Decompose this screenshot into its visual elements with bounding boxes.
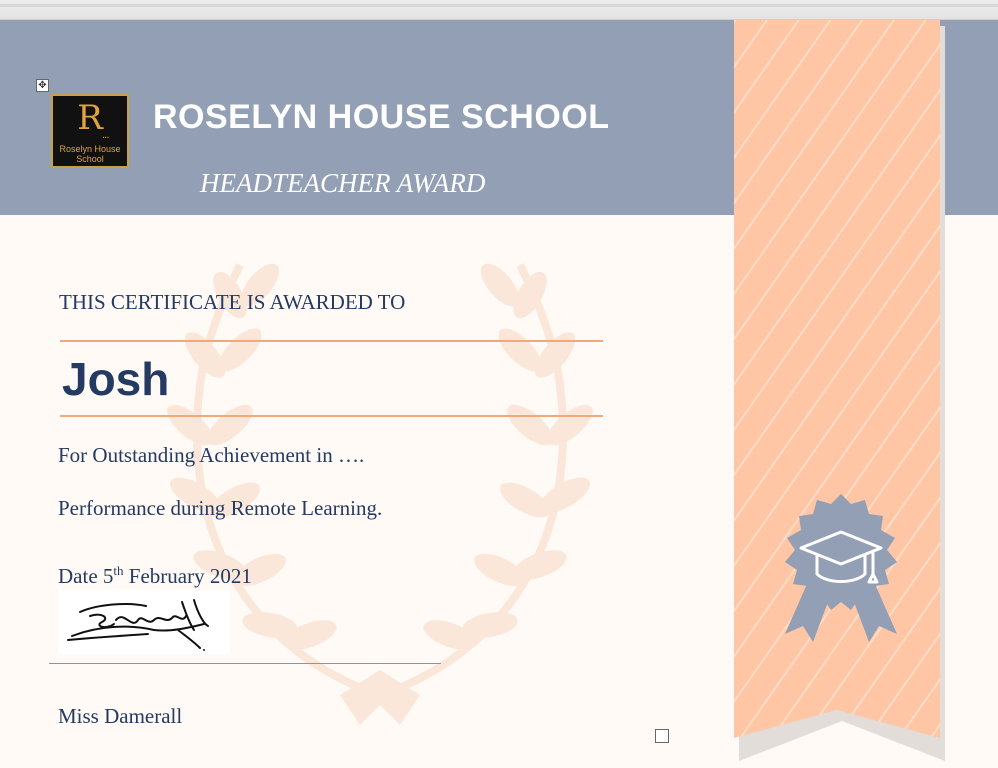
recipient-name: Josh (62, 353, 170, 405)
signatory-name: Miss Damerall (58, 704, 183, 728)
award-title: HEADTEACHER AWARD (200, 168, 486, 198)
award-date (58, 564, 252, 589)
layout-anchor-box[interactable] (655, 729, 669, 743)
logo-monogram-dots: ... (102, 130, 109, 141)
rule-bottom (60, 415, 603, 417)
graduation-cap-icon (779, 492, 903, 644)
school-logo (51, 94, 129, 168)
reason-line-1: For Outstanding Achievement in …. (58, 443, 365, 467)
rule-top (60, 340, 603, 342)
signature-line (49, 663, 441, 664)
logo-school-name (53, 144, 127, 164)
date-ordinal: th (113, 563, 124, 578)
certificate-page (0, 20, 998, 768)
school-title: ROSELYN HOUSE SCHOOL (153, 98, 610, 136)
signature-image (58, 590, 230, 654)
move-handle-icon[interactable]: ✥ (36, 79, 49, 92)
logo-text-line1: Roselyn House (59, 144, 121, 154)
date-prefix: Date 5 (58, 564, 114, 588)
reason-line-2: Performance during Remote Learning. (58, 496, 383, 520)
awarded-to-label: THIS CERTIFICATE IS AWARDED TO (59, 290, 406, 314)
logo-text-line2: School (76, 154, 104, 164)
award-ribbon (734, 20, 940, 755)
logo-monogram: R (77, 98, 103, 138)
window-top-strip (0, 0, 998, 20)
date-suffix: February 2021 (123, 564, 252, 588)
